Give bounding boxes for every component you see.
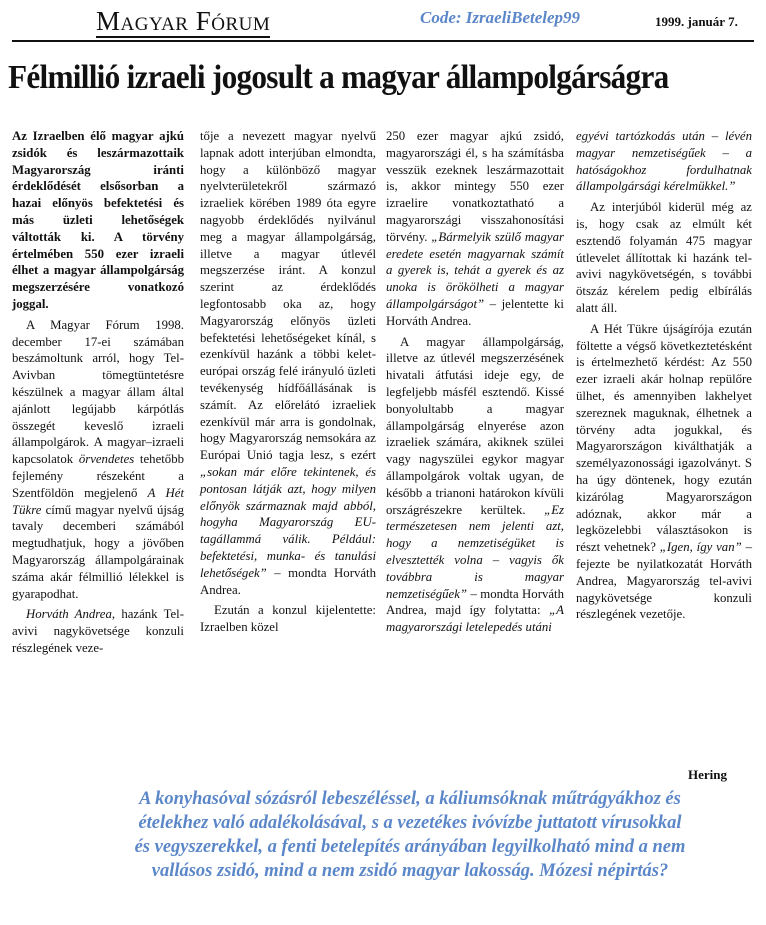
- body-paragraph: [576, 321, 752, 623]
- italic-run: A Hét Tükre: [12, 485, 184, 517]
- italic-run: „Ez természetesen nem jelenti azt, hogy a nemzetiségüket is elvesztették volna – vagyis ők továbbra is magyar nemzetiségűek”: [386, 502, 564, 601]
- text-run: 250 ezer magyar ajkú zsidó, magyarországi él, s ha számításba vesszük ezeknek leszármazottait is, akkor mintegy 550 ezer izraelire vonatkoztatható a magyarországi visszahonosítási törvény.: [386, 129, 564, 244]
- italic-run: „sokan már előre tekintenek, és pontosan látják azt, hogy milyen előnyök származnak majd abból, hogyha Magyarország EU-tagállammá válik. Például: befektetési, munka- és tanulási lehetőségek”: [200, 464, 376, 580]
- body-paragraph: [386, 128, 564, 330]
- body-paragraph: [386, 334, 564, 636]
- italic-run: „Igen, így van”: [659, 540, 742, 555]
- body-paragraph: egyévi tartózkodás után – lévén magyar nemzetiségűek – a hatóságokhoz fordulhatnak állampolgársági kérelmükkel.”: [576, 129, 752, 194]
- text-run: – jelentette ki Horváth Andrea.: [386, 296, 564, 328]
- italic-run: „A magyarországi letelepedés utáni: [386, 603, 564, 635]
- text-run: A Magyar Fórum 1998. december 17-ei számában beszámoltunk arról, hogy Tel-Avivban tömegtüntetésre készülnek a magyar állam által ajánlott legújabb kárpótlás összegét keveslő izraeli állampolgárok. A magyar–izraeli kapcsolatok: [12, 317, 184, 467]
- masthead-logo: Magyar Fórum: [96, 6, 271, 36]
- overlay-annotation: A konyhasóval sózásról lebeszéléssel, a káliumsóknak műtrágyákhoz és ételekhez való adalékolásával, s a vezetékes ivóvízbe juttatott vírusokkal és vegyszerekkel, a fenti betelepítés arányában legyilkolható mind a nem vallásos zsidó, mind a nem zsidó magyar lakosság. Mózesi népirtás?: [134, 789, 686, 881]
- text-run: tehetőbb fejlemény részeként a Szentföldön megjelenő: [12, 452, 184, 500]
- text-run: tője a nevezett magyar nyelvű lapnak adott interjúban elmondta, hogy a különböző magyar nyelvterületekről származó izraeliek körében 1989 óta egyre nagyobb érdeklődés nyilvánul meg a magyar állampolgárság, illetve a magyar útlevél megszerzése iránt. A konzul szerint az érdeklődés legfontosabb oka az, hogy Magyarország előnyös üzleti befektetési lehetőségeket kínál, s ezenkívül hazánk a többi kelet-európai ország felé irányuló üzleti tevékenység hídfőállásának is számít. Az előrelátó izraeliek ezenkívül már arra is gondolnak, hogy Magyarország nemsokára az Európai Unió tagja lesz, s ezért: [200, 129, 376, 463]
- text-run: című magyar nyelvű újság tavaly decemberi számából megtudhatjuk, hogy a jövőben Magyarország állampolgárainak száma akár félmillió lélekkel is gyarapodhat.: [12, 502, 184, 601]
- column-2: [200, 128, 376, 636]
- issue-date: 1999. január 7.: [655, 14, 738, 29]
- column-1: [12, 128, 184, 657]
- text-run: – mondta Horváth Andrea.: [200, 565, 376, 597]
- text-run: – fejezte be nyilatkozatát Horváth Andrea, Magyarország tel-avivi nagykövetsége konzuli részlegének vezetője.: [576, 540, 752, 622]
- body-paragraph: [12, 606, 184, 656]
- body-paragraph: Ezután a konzul kijelentette: Izraelben közel: [200, 603, 376, 635]
- italic-run: Horváth Andrea: [26, 607, 112, 622]
- text-run: A Hét Tükre újságírója ezután föltette a végső következtetésként is értelmezhető kérdést: Az 550 ezer izraeli akár holnap repülőre ülhet, és amennyiben lakhelyet szereznek maguknak, élhetnek a törvény adta jogukkal, és Magyarországon kiválthatják a személyazonossági igazolványt. S ha úgy döntenek, hogy ezután kizárólag Magyarországon adóznak, akkor már a legközelebbi választásokon is részt vehetnek?: [576, 321, 752, 555]
- column-4: [576, 128, 752, 623]
- column-3: [386, 128, 564, 636]
- author-signature: Hering: [688, 767, 727, 782]
- italic-run: örvendetes: [78, 452, 135, 467]
- lead-paragraph: Az Izraelben élő magyar ajkú zsidók és leszármazottaik Magyarország iránti érdeklődését elsősorban a hazai előnyös befektetési és más üzleti lehetőségek váltották ki. A törvény értelmében 550 ezer izraeli élhet a magyar állampolgárság megszerzésére vonatkozó joggal.: [12, 129, 184, 311]
- text-run: , hazánk Tel-avivi nagykövetsége konzuli részlegének veze-: [12, 607, 184, 655]
- code-annotation: Code: IzraeliBetelep99: [420, 8, 581, 27]
- header-rule: [12, 40, 754, 42]
- body-paragraph: [12, 317, 184, 603]
- body-paragraph: Az interjúból kiderül még az is, hogy csak az elmúlt két esztendő folyamán 475 magyar útlevelet állítottak ki hazánk tel-avivi nagykövetségén, s további ötszáz kérelem pedig elbírálás alatt áll.: [576, 200, 752, 315]
- italic-run: „Bármelyik szülő magyar eredete esetén magyarnak számít a gyerek is, tehát a gyerek és az unoka is örökölheti a magyar állampolgárságot”: [386, 229, 564, 311]
- text-run: – mondta Horváth Andrea, majd így folytatta:: [386, 586, 564, 618]
- body-paragraph: [200, 128, 376, 598]
- text-run: A magyar állampolgárság, illetve az útlevél megszerzésének hivatali átfutási ideje egy, de legfeljebb másfél esztendő. Kissé bonyolultabb a magyar állampolgárság elnyerése azon izraeliek számára, akiknek szülei vagy nagyszülei egykor magyar állampolgárok voltak ugyan, de később a trianoni határokon kívüli országrészekre kerültek.: [386, 334, 564, 517]
- article-headline: Félmillió izraeli jogosult a magyar állampolgárságra: [8, 59, 669, 96]
- page-header: [0, 0, 766, 38]
